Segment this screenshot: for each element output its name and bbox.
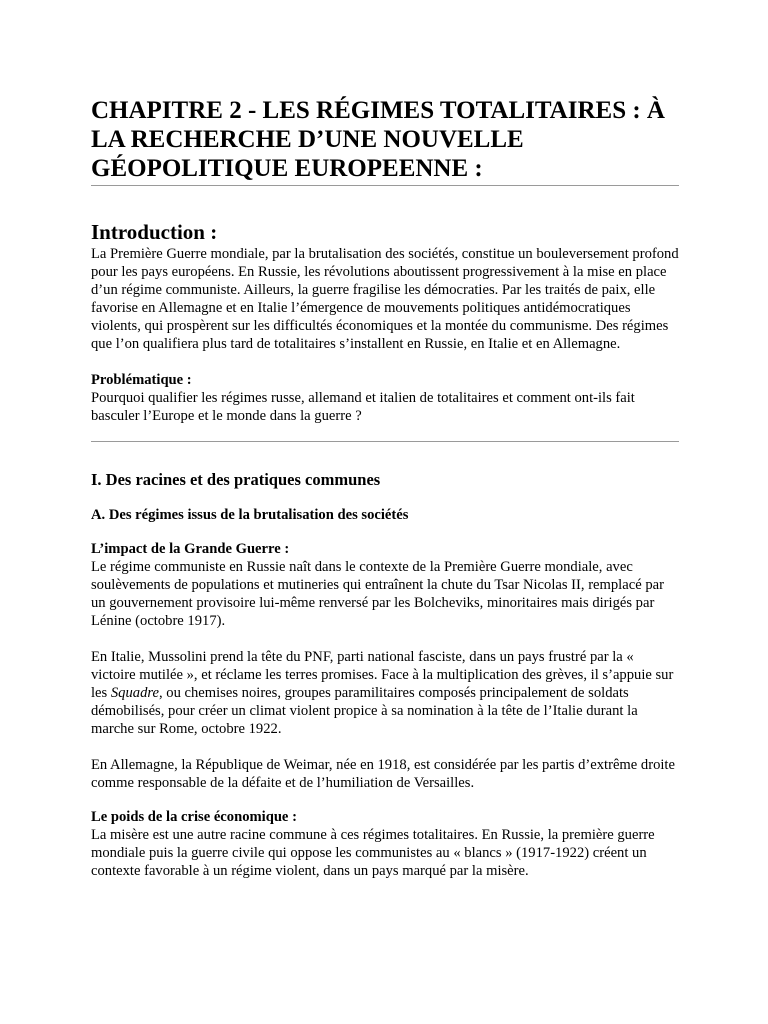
russia-paragraph: Le régime communiste en Russie naît dans le contexte de la Première Guerre mondiale, avec soulèvements de populations et mutineries qui entraînent la chute du Tsar Nicolas II, remplacé par un gouvernement provisoire lui-même renversé par les Bolcheviks, minoritaires mais dirigés par Lénine (octobre 1917). xyxy=(91,559,664,629)
section-divider xyxy=(91,441,679,442)
italy-text-part2: , ou chemises noires, groupes paramilitaires composés principalement de soldats démobilisés, pour créer un climat violent propice à sa nomination à la tête de l’Italie durant la marche sur Rome, octobre 1922. xyxy=(91,685,638,737)
document-page xyxy=(91,96,679,880)
crise-heading: Le poids de la crise économique : xyxy=(91,809,297,825)
problematique-paragraph: Pourquoi qualifier les régimes russe, allemand et italien de totalitaires et comment ont-ils fait basculer l’Europe et le monde dans la guerre ? xyxy=(91,390,635,424)
impact-heading: L’impact de la Grande Guerre : xyxy=(91,541,290,557)
germany-paragraph: En Allemagne, la République de Weimar, née en 1918, est considérée par les partis d’extrême droite comme responsable de la défaite et de l’humiliation de Versailles. xyxy=(91,757,675,791)
chapter-title: CHAPITRE 2 - LES RÉGIMES TOTALITAIRES : À LA RECHERCHE D’UNE NOUVELLE GÉOPOLITIQUE EUROPEENNE : xyxy=(91,96,679,186)
italy-text-part1: En Italie, Mussolini prend la tête du PNF, parti national fasciste, dans un pays frustré par la « victoire mutilée », et réclame les terres promises. Face à la multiplication des grèves, il s’appuie sur les xyxy=(91,649,674,701)
introduction-paragraph: La Première Guerre mondiale, par la brutalisation des sociétés, constitue un bouleversement profond pour les pays européens. En Russie, les révolutions aboutissent progressivement à la mise en place d’un régime communiste. Ailleurs, la guerre fragilise les démocraties. Par les traités de paix, elle favorise en Allemagne et en Italie l’émergence de mouvements politiques antidémocratiques violents, qui prospèrent sur les difficultés économiques et la montée du communisme. Des régimes que l’on qualifiera plus tard de totalitaires s’installent en Russie, en Italie et en Allemagne. xyxy=(91,246,679,352)
italy-paragraph xyxy=(91,648,679,738)
introduction-heading: Introduction : xyxy=(91,220,218,244)
problematique-label: Problématique : xyxy=(91,372,192,388)
subsection-a-heading: A. Des régimes issus de la brutalisation des sociétés xyxy=(91,507,409,523)
squadre-term: Squadre xyxy=(110,685,159,701)
crise-paragraph: La misère est une autre racine commune à ces régimes totalitaires. En Russie, la première guerre mondiale puis la guerre civile qui oppose les communistes au « blancs » (1917-1922) créent un contexte favorable à un régime violent, dans un pays marqué par la misère. xyxy=(91,827,655,879)
section-1-heading: I. Des racines et des pratiques communes xyxy=(91,470,381,489)
